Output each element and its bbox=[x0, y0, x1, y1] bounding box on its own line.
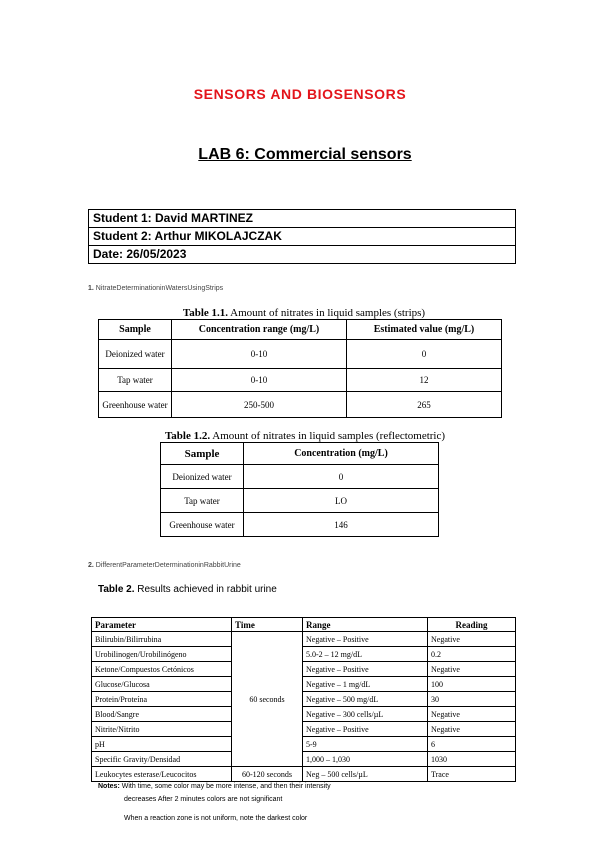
table-1-1-header-sample: Sample bbox=[99, 320, 172, 340]
notes-line-1 bbox=[98, 783, 331, 790]
table-cell: 100 bbox=[428, 677, 516, 692]
table-cell: 0 bbox=[244, 465, 439, 489]
table-row bbox=[92, 677, 516, 692]
student-1-row: Student 1: David MARTINEZ bbox=[89, 210, 515, 228]
table-cell: Urobilinogen/Urobilinógeno bbox=[92, 647, 232, 662]
table-2-header-range: Range bbox=[303, 618, 428, 632]
table-cell: Ketone/Compuestos Cetónicos bbox=[92, 662, 232, 677]
table-cell: 0-10 bbox=[172, 369, 347, 392]
table-1-2-header-sample: Sample bbox=[161, 443, 244, 465]
table-row bbox=[161, 513, 439, 537]
table-cell: LO bbox=[244, 489, 439, 513]
table-row bbox=[99, 392, 502, 418]
table-cell: Blood/Sangre bbox=[92, 707, 232, 722]
table-cell: Negative – 300 cells/µL bbox=[303, 707, 428, 722]
table-cell: 0 bbox=[347, 340, 502, 369]
table-cell: 146 bbox=[244, 513, 439, 537]
table-cell: 0.2 bbox=[428, 647, 516, 662]
document-heading: SENSORS AND BIOSENSORS bbox=[193, 86, 407, 102]
table-row bbox=[92, 692, 516, 707]
table-cell: Tap water bbox=[99, 369, 172, 392]
table-cell: Glucose/Glucosa bbox=[92, 677, 232, 692]
table-cell: Negative bbox=[428, 632, 516, 647]
table-cell: Nitrite/Nitrito bbox=[92, 722, 232, 737]
table-cell: Negative – 500 mg/dL bbox=[303, 692, 428, 707]
table-row bbox=[161, 465, 439, 489]
table-row bbox=[92, 752, 516, 767]
table-2-caption-text: Results achieved in rabbit urine bbox=[134, 584, 277, 595]
section-1-heading bbox=[88, 285, 223, 292]
table-1-1-caption bbox=[98, 307, 510, 319]
table-2-header-parameter: Parameter bbox=[92, 618, 232, 632]
table-cell: Deionized water bbox=[161, 465, 244, 489]
table-cell: Tap water bbox=[161, 489, 244, 513]
table-row bbox=[99, 340, 502, 369]
table-cell: Bilirubin/Bilirrubina bbox=[92, 632, 232, 647]
notes-label: Notes: bbox=[98, 783, 120, 790]
table-cell: 1030 bbox=[428, 752, 516, 767]
table-2-time-merged-cell: 60 seconds bbox=[232, 632, 303, 767]
table-cell: pH bbox=[92, 737, 232, 752]
table-2-caption-label: Table 2. bbox=[98, 584, 135, 595]
table-1-1 bbox=[98, 319, 502, 418]
table-cell: Greenhouse water bbox=[161, 513, 244, 537]
section-1-number: 1. bbox=[88, 285, 94, 292]
table-1-2 bbox=[160, 442, 439, 537]
table-cell: 1,000 – 1,030 bbox=[303, 752, 428, 767]
date-row: Date: 26/05/2023 bbox=[93, 247, 187, 261]
table-2-caption bbox=[98, 584, 277, 595]
table-2-header-reading: Reading bbox=[428, 618, 516, 632]
table-row bbox=[92, 647, 516, 662]
table-2 bbox=[91, 617, 516, 782]
table-row bbox=[92, 767, 516, 782]
table-1-1-caption-label: Table 1.1. bbox=[182, 307, 229, 319]
table-row bbox=[92, 737, 516, 752]
table-1-2-caption bbox=[150, 430, 460, 442]
table-cell: Negative bbox=[428, 722, 516, 737]
student-2-row: Student 2: Arthur MIKOLAJCZAK bbox=[89, 228, 515, 246]
table-cell: Deionized water bbox=[99, 340, 172, 369]
table-cell: Protein/Proteína bbox=[92, 692, 232, 707]
table-row bbox=[92, 722, 516, 737]
table-1-1-header-estimated: Estimated value (mg/L) bbox=[347, 320, 502, 340]
table-cell: Trace bbox=[428, 767, 516, 782]
table-cell: 12 bbox=[347, 369, 502, 392]
table-cell: 6 bbox=[428, 737, 516, 752]
table-1-2-caption-text: Amount of nitrates in liquid samples (reflectometric) bbox=[210, 430, 446, 442]
table-cell: 30 bbox=[428, 692, 516, 707]
section-2-number: 2. bbox=[88, 562, 94, 569]
table-cell: Negative bbox=[428, 662, 516, 677]
table-cell: Neg – 500 cells/µL bbox=[303, 767, 428, 782]
section-2-heading bbox=[88, 562, 241, 569]
table-cell: 5-9 bbox=[303, 737, 428, 752]
table-1-1-header-range: Concentration range (mg/L) bbox=[172, 320, 347, 340]
table-cell: Negative bbox=[428, 707, 516, 722]
table-cell: 250-500 bbox=[172, 392, 347, 418]
table-cell: Negative – 1 mg/dL bbox=[303, 677, 428, 692]
table-row bbox=[161, 489, 439, 513]
table-cell: Negative – Positive bbox=[303, 722, 428, 737]
table-cell: 60-120 seconds bbox=[232, 767, 303, 782]
table-row bbox=[92, 707, 516, 722]
table-1-2-header-concentration: Concentration (mg/L) bbox=[244, 443, 439, 465]
table-cell: 265 bbox=[347, 392, 502, 418]
table-1-2-caption-label: Table 1.2. bbox=[164, 430, 211, 442]
table-cell: Leukocytes esterase/Leucocitos bbox=[92, 767, 232, 782]
table-cell: Negative – Positive bbox=[303, 662, 428, 677]
table-1-1-caption-text: Amount of nitrates in liquid samples (strips) bbox=[228, 307, 426, 319]
table-row bbox=[92, 662, 516, 677]
table-cell: Specific Gravity/Densidad bbox=[92, 752, 232, 767]
table-cell: 0-10 bbox=[172, 340, 347, 369]
student-info-box bbox=[88, 209, 516, 264]
table-cell: 5.0-2 – 12 mg/dL bbox=[303, 647, 428, 662]
table-cell: Negative – Positive bbox=[303, 632, 428, 647]
notes-line-2: decreases After 2 minutes colors are not significant bbox=[124, 796, 283, 803]
section-1-title: NitrateDeterminationinWatersUsingStrips bbox=[95, 285, 224, 292]
notes-line-3: When a reaction zone is not uniform, note the darkest color bbox=[124, 815, 308, 822]
table-row bbox=[92, 632, 516, 647]
table-row bbox=[99, 369, 502, 392]
section-2-title: DifferentParameterDeterminationinRabbitUrine bbox=[95, 562, 241, 569]
table-cell: Greenhouse water bbox=[99, 392, 172, 418]
notes-text-1: With time, some color may be more intense, and then their intensity bbox=[119, 783, 331, 790]
table-2-header-time: Time bbox=[232, 618, 303, 632]
lab-title: LAB 6: Commercial sensors bbox=[198, 146, 412, 163]
